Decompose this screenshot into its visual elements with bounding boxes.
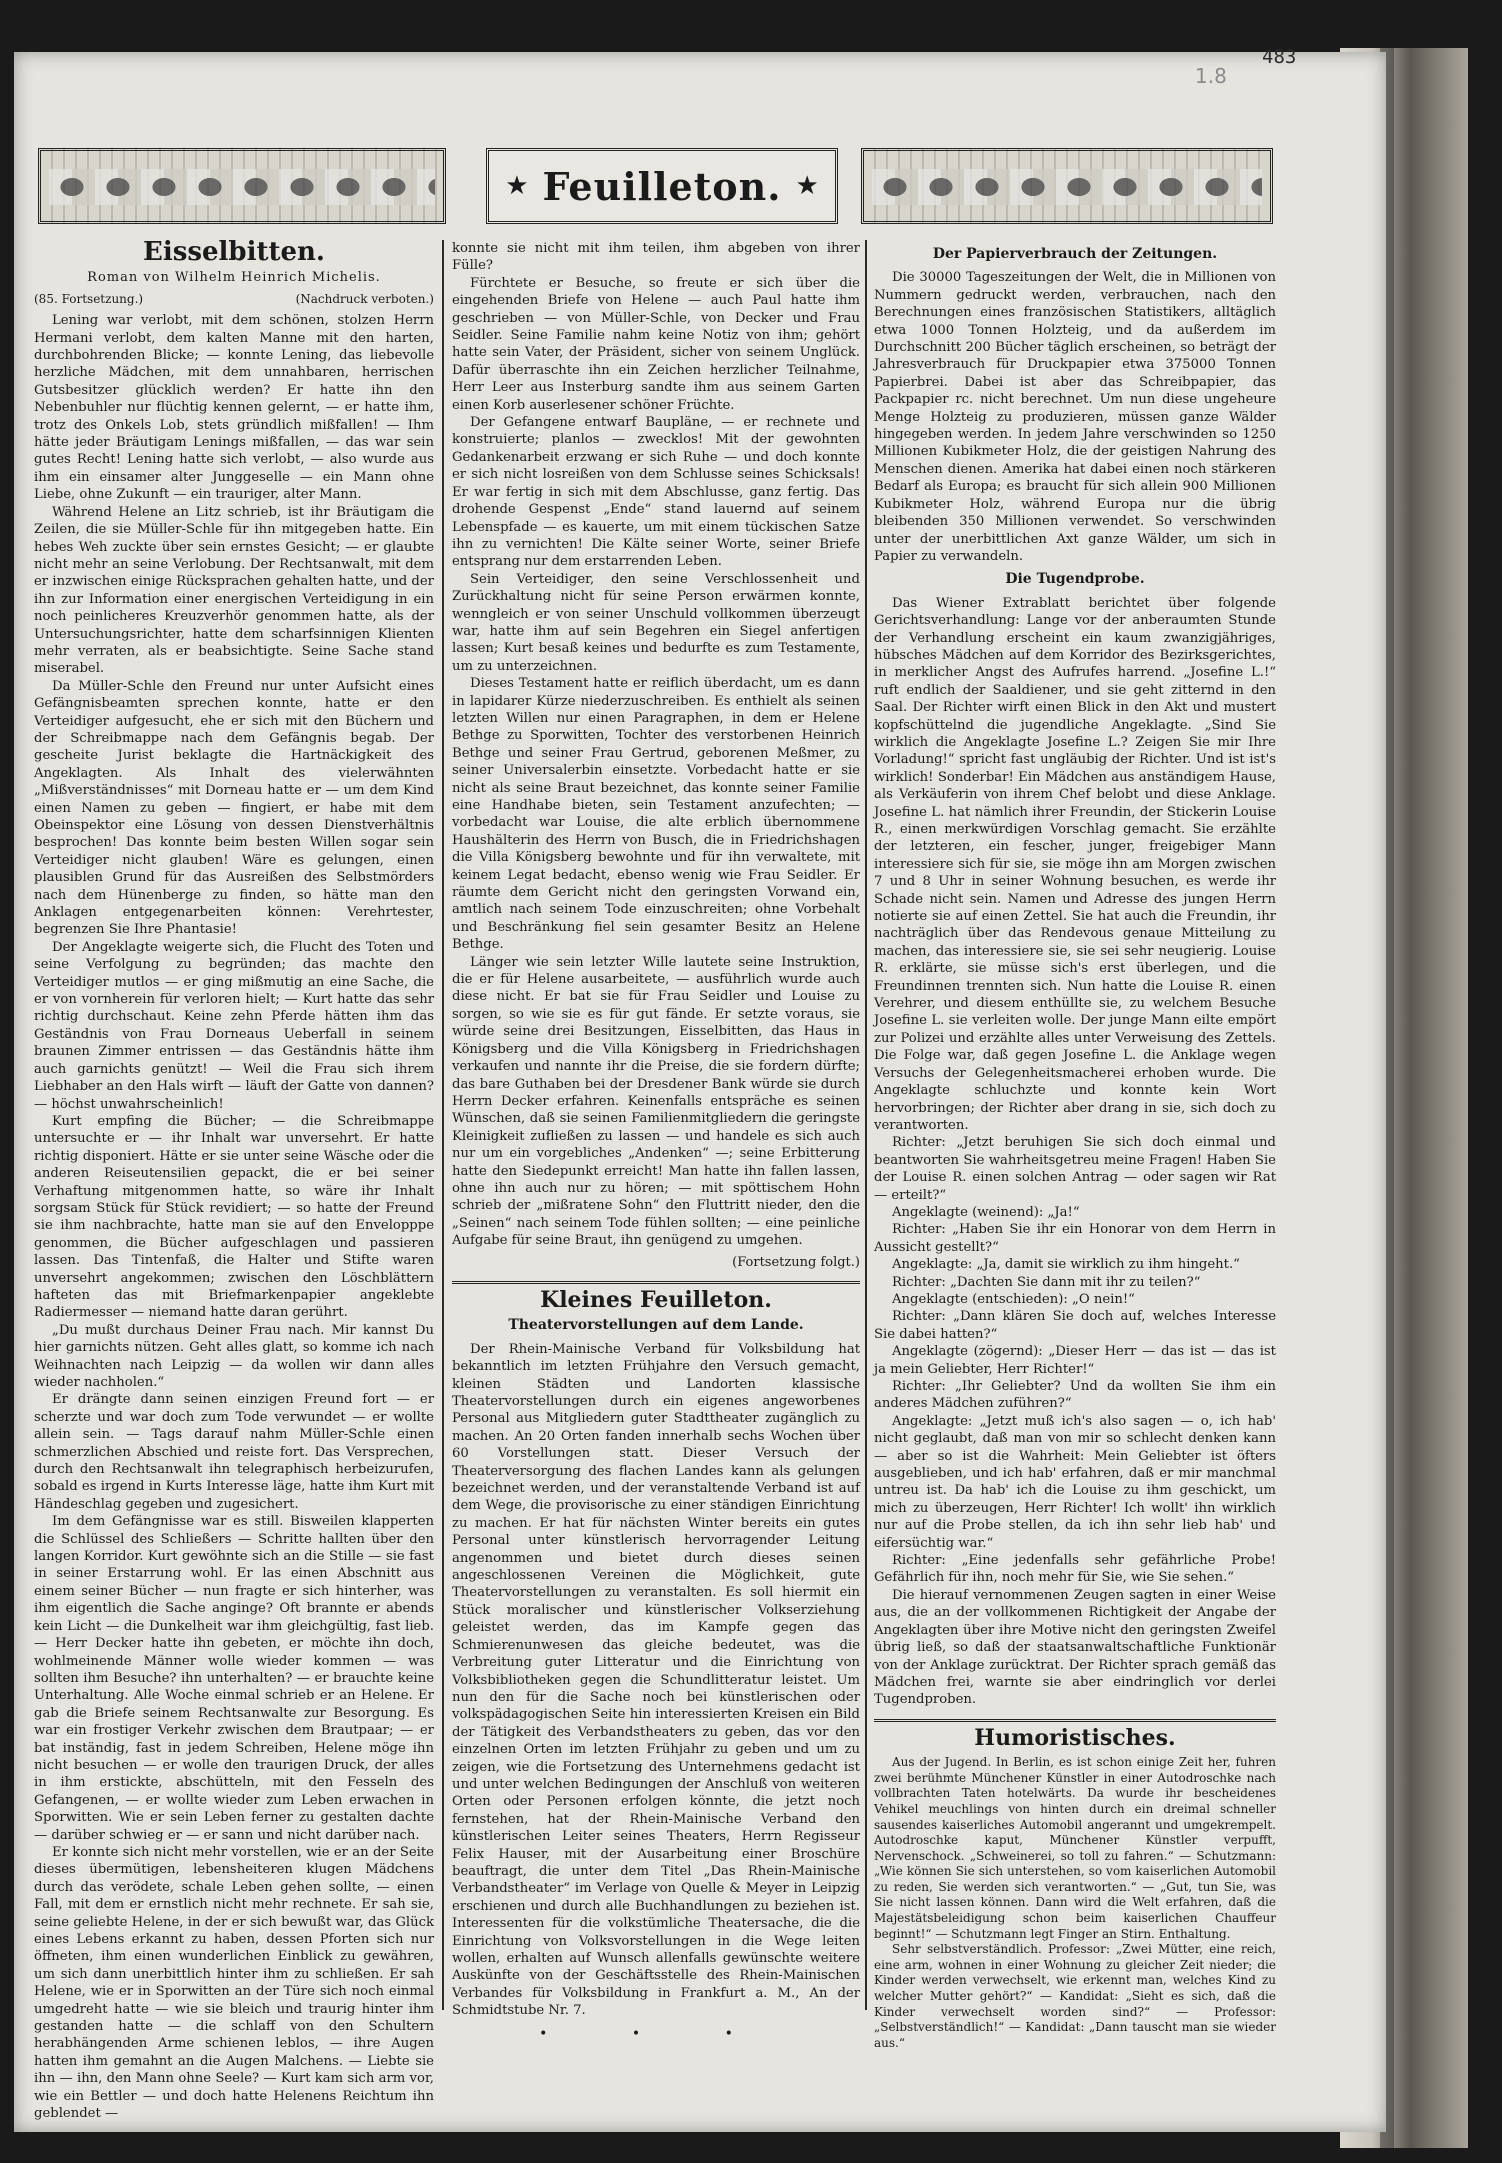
paragraph: Dieses Testament hatte er reiflich überdacht, um es dann in lapidarer Kürze niederzuschreiben. Es enthielt als seinen letzten Willen nur einen Paragraphen, in dem er Helene Bethge zu Sporwitten, Tochter des verstorbenen Heinrich Bethge und seiner Frau Gertrud, geborenen Meßmer, zu seiner Universalerbin einsetzte. Vorbedacht hatte er sie nicht als seine Braut bezeichnet, das konnte seiner Familie eine Handhabe bieten, sein Testament anzufechten; — vorbedacht war Louise, die alte erblich übernommene Haushälterin des Herrn von Busch, die in Friedrichshagen die Villa Königsberg bewohnte und für ihn verwaltete, mit keinem Legat bedacht, ebenso wenig wie Frau Seidler. Er räumte dem Gericht nicht den geringsten Vorwand ein, amtlich nach seinem Tode einzuschreiten; ohne Vorbehalt und Beschränkung fiel sein gesamter Besitz an Helene Bethge. <box>452 676 860 953</box>
column-right <box>874 240 1276 2051</box>
star-icon: ★ <box>505 171 529 201</box>
star-icon: ★ <box>795 171 819 201</box>
paragraph: Im dem Gefängnisse war es still. Bisweilen klapperten die Schlüssel des Schließers — Schritte hallten über den langen Korridor. Kurt gewöhnte sich an die Stille — sie fast in seiner Erstarrung wohl. Er las einen Abschnitt aus einem seiner Bücher — nun fragte er sich hinterher, was ihm eigentlich die Sache anginge? Oft brannte er abends kein Licht — die Dunkelheit war ihm gleichgültig, fast lieb. — Herr Decker hatte ihn gebeten, er möchte ihn doch, wohlmeinende Männer wolle wieder kommen — was sollten ihm Besuche? ihn unterhalten? — er brauchte keine Unterhaltung. Alle Woche einmal schrieb er an Helene. Er gab die Briefe seinem Rechtsanwalte zur Besorgung. Es war ein frostiger Verkehr zwischen dem Brautpaar; — er bat inständig, fast in jedem Schreiben, Helene möge ihn nicht besuchen — er wolle den traurigen Druck, der alles in ihm erstickte, abschütteln, mit den Fesseln des Gefangenen, — er wollte wieder zum Leben erwachen in Sporwitten. Wie er sein Leben ferner zu gestalten dachte — darüber schwieg er — er sann und nicht darüber nach. <box>34 1514 434 1843</box>
paragraph: konnte sie nicht mit ihm teilen, ihm abgeben von ihrer Fülle? <box>452 241 860 274</box>
paragraph: Fürchtete er Besuche, so freute er sich über die eingehenden Briefe von Helene — auch Paul hatte ihm geschrieben — von Müller-Schle, von Decker und Frau Seidler. Seine Familie nahm keine Notiz von ihm; gehört hatte sein Vater, der Präsident, sicher von seinem Unglück. Dafür überraschte ihn ein Zeichen herzlicher Teilnahme, Herr Leer aus Insterburg sandte ihm aus seinem Garten einen Korb auserlesener schöner Früchte. <box>452 275 860 413</box>
paragraph: Er konnte sich nicht mehr vorstellen, wie er an der Seite dieses übermütigen, lebensheiteren klugen Mädchens durch das verödete, schale Leben gehen sollte, — einen Fall, mit dem er ernstlich nicht mehr rechnete. Er sah sie, seine geliebte Helene, in der er sich bewußt war, das Glück eines Lebens erkannt zu haben, dessen Pforten sich nur öffneten, ihm einen wunderlichen Einblick zu gewähren, um sich dann unerbittlich hinter ihm zu schließen. Er sah Helene, wie er in Sporwitten an der Türe sich noch einmal umgedreht hatte — wie sie bleich und traurig hinter ihm gestanden hatte — die schlaff von den Schultern herabhängenden Arme schienen leblos, — ihre Augen hatten ihm gemahnt an die Augen Malchens. — Liebte sie ihn — ihn, den Mann ohne Seele? — Kurt kam sich arm vor, wie ein Bettler — und doch hatte Helenens Reichtum ihn geblendet — <box>34 1844 434 2122</box>
pencil-annotation: 1.8 <box>1195 64 1227 88</box>
paragraph: Lening war verlobt, mit dem schönen, stolzen Herrn Hermani verlobt, dem kalten Manne mit den harten, durchbohrenden Blicke; — konnte Lening, das liebevolle herzliche Mädchen, mit dem unnahbaren, herrischen Gutsbesitzer glücklich werden? Er hatte ihn den Nebenbuhler nur flüchtig kennen gelernt, — er hatte ihm, trotz des Onkels Lob, stets gründlich mißfallen! — Ihm hätte jeder Bräutigam Lenings mißfallen, — das war sein gutes Recht! Lening hatte sich verlobt, — also wurde aus ihm ein einsamer alter Junggeselle — ein Mann ohne Liebe, ohne Zukunft — ein trauriger, alter Mann. <box>34 313 434 503</box>
paragraph: Kurt empfing die Bücher; — die Schreibmappe untersuchte er — ihr Inhalt war unversehrt. Er hatte richtig disponiert. Hätte er sie unter seine Wäsche oder die anderen Reiseutensilien gepackt, die er bei seiner Verhaftung mitgenommen hatte, so wäre ihr Inhalt sorgsam Stück für Stück revidiert; — so hatte der Freund sie ihm nachbrachte, hatte man sie auf den Envelopppe genommen, die Bücher aufgeschlagen und passieren lassen. Das Tintenfaß, die Halter und Stifte waren unversehrt angekommen; zwischen den Löschblättern hafteten das mit Briefmarkenpapier angeklebte Radiermesser — niemand hatte daran gerührt. <box>34 1113 434 1321</box>
column-novel <box>34 237 434 2122</box>
dialogue-line: Richter: „Eine jedenfalls sehr gefährliche Probe! Gefährlich für ihn, noch mehr für Sie, wie Sie sehen.“ <box>874 1553 1276 1586</box>
section-divider <box>452 1281 860 1284</box>
paragraph: Da Müller-Schle den Freund nur unter Aufsicht eines Gefängnisbeamten sprechen konnte, hatte er den Verteidiger aufgesucht, ehe er sich mit den Büchern und der Schreibmappe nach dem Gefängnis begab. Der gescheite Jurist beklagte die Hartnäckigkeit des Angeklagten. Als Inhalt des vielerwähnten „Mißverständnisses“ mit Dorneau hatte er — um dem Kind einen Namen zu geben — fingiert, er habe mit dem Obeinspektor eine Lösung von dessen Dienstverhältnis besprochen! Das konnte beim besten Willen sogar sein Verteidiger nicht glauben! Wäre es gelungen, einen plausiblen Grund für das Ausreißen des Selbstmörders nach dem Hünenberge zu finden, so hätte man den Anklagen entgegenarbeiten können: Verehrtester, begrenzen Sie Ihre Phantasie! <box>34 678 434 938</box>
reprint-notice: (Nachdruck verboten.) <box>295 291 434 306</box>
dialogue-line: Richter: „Jetzt beruhigen Sie sich doch einmal und beantworten Sie wahrheitsgetreu meine Fragen! Haben Sie der Louise R. einen solchen Antrag — oder sagen wir Rat — erteilt?“ <box>874 1135 1276 1203</box>
feuilleton-banner <box>38 148 1274 226</box>
banner-title-box <box>486 148 838 224</box>
column-middle <box>452 240 860 2043</box>
paragraph: Er drängte dann seinen einzigen Freund fort — er scherzte und war doch zum Tode verwundet — er wollte allein sein. — Tags darauf nahm Müller-Schle einen schmerzlichen Abschied und reiste fort. Das Versprechen, durch den Rechtsanwalt ihn telegraphisch herbeizurufen, sobald es irgend in Kurts Interesse läge, hatte ihm Kurt mit Händeschlag gegeben und zugesichert. <box>34 1392 434 1512</box>
dialogue-line: Angeklagte: „Jetzt muß ich's also sagen — o, ich hab' nicht geglaubt, daß man von mir so schlecht denken kann — aber so ist die Wahrheit: Mein Geliebter ist öfters ausgeblieben, und ich hab' erfahren, daß er mir manchmal untreu ist. Da hab' ich die Louise zu ihm geschickt, um mich zu überzeugen, Herr Richter! Ich wollt' ihn wirklich nur auf die Probe stellen, da ich ihn sehr lieb hab' und eifersüchtig war.“ <box>874 1413 1276 1551</box>
paragraph: Der Rhein-Mainische Verband für Volksbildung hat bekanntlich im letzten Frühjahre den Versuch gemacht, kleinen Städten und Landorten klassische Theatervorstellungen durch ein eigenes angeworbenes Personal aus Mitgliedern guter Stadttheater zugänglich zu machen. An 20 Orten fanden innerhalb sechs Wochen über 60 Vorstellungen statt. Dieser Versuch der Theaterversorgung des flachen Landes kann als gelungen bezeichnet werden, und der veranstaltende Verband ist auf dem Wege, die provisorische zu einer ständigen Einrichtung zu machen. Er hat für nächsten Winter bereits ein gutes Personal unter künstlerisch hervorragender Leitung angenommen und bietet durch dieses seinen angeschlossenen Vereinen die Möglichkeit, gute Theatervorstellungen zu veranstalten. Es soll hiermit ein Stück moralischer und künstlerischer Volkserziehung geleistet werden, das im Kampfe gegen das Schmierenunwesen das gleiche bedeutet, was die Verbreitung guter Litteratur und die Einrichtung von Volksbibliotheken gegen die Schundlitteratur leistet. Um nun den für die Sache noch bei künstlerischen oder volkspädagogischen Seite hin interessierten Kreisen ein Bild der Tätigkeit des Verbandstheaters zu geben, das vor den einzelnen Orten im letzten Frühjahr zu geben und um zu zeigen, wie die Fortsetzung des Unternehmens gedacht ist und unter welchen Bedingungen der Anschluß von weiteren Orten oder Personen erfolgen könnte, die jetzt noch fernstehen, hat der Rhein-Mainische Verband den künstlerischen Leiter seines Theaters, Herrn Regisseur Felix Hauser, mit der Ausarbeitung einer Broschüre beauftragt, die unter dem Titel „Das Rhein-Mainische Verbandstheater“ im Verlage von Quelle & Meyer in Leipzig erschienen und durch alle Buchhandlungen zu beziehen ist. Interessenten für die volkstümliche Theatersache, die die Einrichtung von Volksvorstellungen in die Wege leiten wollen, erhalten auf Wunsch allenfalls gewünschte weitere Auskünfte von der Geschäftsstelle des Rhein-Mainischen Verbandes für Volksbildung in Frankfurt a. M., An der Schmidtstube Nr. 7. <box>452 1341 860 2019</box>
section-title: Kleines Feuilleton. <box>540 1286 772 1313</box>
story-byline: Roman von Wilhelm Heinrich Michelis. <box>87 270 381 286</box>
dialogue-line: Richter: „Ihr Geliebter? Und da wollten Sie ihm ein anderes Mädchen zuführen?“ <box>874 1379 1276 1412</box>
column-rule <box>865 240 867 2010</box>
installment-label: (85. Fortsetzung.) <box>34 291 144 306</box>
dialogue-line: Richter: „Dachten Sie dann mit ihr zu teilen?“ <box>892 1274 1201 1290</box>
banner-title: Feuilleton. <box>542 163 782 209</box>
story-title: Eisselbitten. <box>143 237 325 267</box>
section-title: Humoristisches. <box>974 1724 1176 1751</box>
anecdote: Sehr selbstverständlich. Professor: „Zwei Mütter, eine reich, eine arm, wohnen in einer Wohnung zu gleicher Zeit nieder; die Kinder werden verwechselt, wie erkennt man, welches Kind zu welcher Mutter gehört?“ — Kandidat: „Sieht es sich, daß die Kinder verwechselt worden sind?“ — Professor: „Selbstverständlich!“ — Kandidat: „Dann tauscht man sie wieder aus.“ <box>874 1942 1276 2050</box>
installment-row <box>34 291 434 308</box>
paragraph: Länger wie sein letzter Wille lautete seine Instruktion, die er für Helene ausarbeitete, — ausführlich wurde auch diese nicht. Er bat sie für Frau Seidler und Louise zu sorgen, so wie sie es für gut fände. Er setzte voraus, sie würde seine drei Besitzungen, Eisselbitten, das Haus in Königsberg und die Villa Königsberg in Friedrichshagen verkaufen und nannte ihr die Preise, die sie fordern dürfte; das bare Guthaben bei der Dresdener Bank würde sie durch Herrn Decker erfahren. Keinenfalls entspräche es seinen Wünschen, daß sie seinen Familienmitgliedern die geringste Kleinigkeit zufließen zu lassen — und handele es sich auch nur um ein vorgebliches „Andenken“ —; seine Erbitterung hatte den Siedepunkt erreicht! Man hatte ihn fallen lassen, ohne ihn auch nur zu hören; — mit spöttischem Hohn schrieb der „mißratene Sohn“ den Fluttritt nieder, den die „Seinen“ nach seinem Tode fühlen sollten; — eine peinliche Aufgabe für seine Braut, ihn genügend zu umgehen. <box>452 954 860 1249</box>
dialogue-line: Angeklagte (weinend): „Ja!“ <box>892 1204 1080 1220</box>
paragraph: Der Angeklagte weigerte sich, die Flucht des Toten und seine Verfolgung zu begründen; das machte den Verteidiger mutlos — er ging mißmutig an eine Sache, die er von vornherein für verloren hielt; — Kurt hatte das sehr richtig durchschaut. Keine zehn Pferde hätten ihm das Geständnis von Frau Dorneaus Ueberfall in seinem braunen Zimmer entrissen — das Geständnis hätte ihm auch garnichts genützt! — Weil die Frau sich ihrem Liebhaber an den Hals wirft — läuft der Gatte von dannen? — höchst unwahrscheinlich! <box>34 939 434 1112</box>
dialogue-line: Angeklagte: „Ja, damit sie wirklich zu ihm hingeht.“ <box>892 1257 1240 1273</box>
article-title: Der Papierverbrauch der Zeitungen. <box>932 246 1218 262</box>
ornament-right <box>861 148 1273 224</box>
paragraph: Sein Verteidiger, den seine Verschlossenheit und Zurückhaltung nicht für seine Person erwärmen konnte, wenngleich er von seiner Unschuld vollkommen überzeugt war, hatte ihm auf sein Begehren ein Siegel anfertigen lassen; Kurt besaß keines und bedurfte es zum Testamente, um zu unterzeichnen. <box>452 571 860 674</box>
paragraph: Während Helene an Litz schrieb, ist ihr Bräutigam die Zeilen, die sie Müller-Schle für ihn mitgegeben hatte. Ein hebes Weh zuckte über sein ernstes Gesicht; — er glaubte nicht mehr an seine Verlobung. Der Rechtsanwalt, mit dem er inzwischen einige Rücksprachen gehalten hatte, und der ihn zur Information einer energischen Verteidigung in ein noch peinlicheres Kreuzverhör genommen hatte, als der Untersuchungsrichter, hatte dem scharfsinnigen Klienten mehr verraten, als er beabsichtigte. Seine Sache stand miserabel. <box>34 504 434 677</box>
continued-notice: (Fortsetzung folgt.) <box>732 1254 860 1270</box>
paragraph: Das Wiener Extrablatt berichtet über folgende Gerichtsverhandlung: Lange vor der anberaumten Stunde der Verhandlung erscheint ein kaum zwanzigjähriges, hübsches Mädchen auf dem Korridor des Bezirksgerichtes, in merklicher Angst des Aufrufes harrend. „Josefine L.!“ ruft endlich der Saaldiener, und sie geht zitternd in den Saal. Der Richter wirft einen Blick in den Akt und mustert kopfschüttelnd die jugendliche Angeklagte. „Sind Sie wirklich die Angeklagte Josefine L.? Zeigen Sie mir Ihre Vorladung!“ spricht fast ungläubig der Richter. Und ist ist's wirklich! Sonderbar! Ein Mädchen aus anständigem Hause, als Verkäuferin von ihrem Chef belobt und diese Anklage. Josefine L. hat nämlich ihrer Freundin, der Stickerin Louise R., einen merkwürdigen Vorschlag gemacht. Sie erzählte der letzteren, ein fescher, junger, freigebiger Mann interessiere sich für sie, sie möge ihn am Morgen zwischen 7 und 8 Uhr in seiner Wohnung besuchen, es werde ihr Schade nicht sein. Namen und Adresse des jungen Herrn notierte sie auf einen Zettel. Sie hat auch die Freundin, ihr nachträglich über das Rendevous genaue Mitteilung zu machen, das interessiere sie, sie sei sehr neugierig. Louise R. erklärte, sie müsse sich's erst überlegen, und die Freundinnen trennten sich. Nun hatte die Louise R. einen Verehrer, und diesem enthüllte sie, zu welchem Besuche Josefine L. sie verleiten wolle. Der junge Mann eilte empört zur Polizei und erzählte alles unter Verweisung des Zettels. Die Folge war, daß gegen Josefine L. die Anklage wegen Versuchs der Gelegenheitsmacherei erhoben wurde. Die Angeklagte schluchzte und konnte kein Wort hervorbringen; der Richter aber drang in sie, sich doch zu verantworten. <box>874 595 1276 1133</box>
dialogue-line: Richter: „Haben Sie ihr ein Honorar von dem Herrn in Aussicht gestellt?“ <box>874 1222 1276 1255</box>
article-title: Theatervorstellungen auf dem Lande. <box>508 1317 804 1334</box>
column-rule <box>442 240 444 2010</box>
page-number: 483 <box>1262 46 1297 68</box>
dialogue-line: Angeklagte (entschieden): „O nein!“ <box>892 1291 1135 1307</box>
dialogue-line: Richter: „Dann klären Sie doch auf, welches Interesse Sie dabei hatten?“ <box>874 1309 1276 1342</box>
paragraph: „Du mußt durchaus Deiner Frau nach. Mir kannst Du hier garnichts nützen. Geht alles glatt, so komme ich nach Weihnachten nach Leipzig — da wollen wir dann alles wieder nachholen.“ <box>34 1322 434 1390</box>
paragraph: Die hierauf vernommenen Zeugen sagten in einer Weise aus, die an der vollkommenen Richtigkeit der Angabe der Angeklagten über ihre Motive nicht den geringsten Zweifel übrig ließ, so daß der staatsanwaltschaftliche Funktionär von der Anklage zurücktrat. Der Richter sprach gemäß das Mädchen frei, warnte sie aber eindringlich vor derlei Tugendproben. <box>874 1587 1276 1708</box>
article-title: Die Tugendprobe. <box>1005 571 1145 588</box>
anecdote: Aus der Jugend. In Berlin, es ist schon einige Zeit her, fuhren zwei berühmte Münchener Künstler in einer Autodroschke nach vollbrachten Taten hotelwärts. Da wurde ihr bescheidenes Vehikel meuchlings von hinten durch ein dreimal schneller sausendes kaiserliches Automobil angerannt und umgekrempelt. Autodroschke kaput, Münchener Künstler verpufft, Nervenschock. „Schweinerei, so toll zu fahren.“ — Schutzmann: „Wie können Sie sich unterstehen, so vom kaiserlichen Automobil zu reden, Sie werden sich verantworten.“ — „Gut, tun Sie, was Sie nicht lassen können. Dann wird die Welt erfahren, daß die Majestätsbeleidigung schon beim kaiserlichen Chauffeur beginnt!“ — Schutzmann legt Finger an Stirn. Enthaltung. <box>874 1755 1276 1941</box>
ornament-dots: • • • <box>539 2025 773 2042</box>
ornament-left <box>38 148 446 224</box>
section-divider <box>874 1719 1276 1722</box>
dialogue-line: Angeklagte (zögernd): „Dieser Herr — das ist — das ist ja mein Geliebter, Herr Richter!“ <box>874 1344 1276 1377</box>
paragraph: Die 30000 Tageszeitungen der Welt, die in Millionen von Nummern gedruckt werden, verbrauchen, nach den Berechnungen eines französischen Statistikers, alltäglich etwa 1000 Tonnen Holzteig, und da außerdem im Durchschnitt 200 Bücher täglich erscheinen, so beträgt der Jahresverbrauch für Druckpapier etwa 375000 Tonnen Papierbrei. Dabei ist aber das Schreibpapier, das Packpapier rc. nicht berechnet. Um nun diese ungeheure Menge Holzteig zu produzieren, müssen ganze Wälder hingegeben werden. In jedem Jahre verschwinden so 1250 Millionen Kubikmeter Holz, die der geistigen Nahrung des Menschen dienen. Amerika hat dabei einen noch stärkeren Bedarf als Europa; es braucht für sich allein 900 Millionen Kubikmeter Holz, während Europa nur die übrig bleibenden 350 Millionen verwendet. So verschwinden unter der unerbittlichen Axt ganze Wälder, um sich in Papier zu verwandeln. <box>874 270 1276 564</box>
paragraph: Der Gefangene entwarf Baupläne, — er rechnete und konstruierte; planlos — zwecklos! Mit der gewohnten Gedankenarbeit erzwang er sich Ruhe — und doch konnte er sich nicht losreißen von dem Schlusse seines Schicksals! Er war fertig in sich mit dem Abschlusse, ganz fertig. Das drohende Gespenst „Ende“ stand lauernd auf seinem Lebenspfade — es kauerte, um mit einem tückischen Satze ihn zu vernichten! Die Kälte seiner Worte, seiner Briefe entsprang nur dem erstarrenden Leben. <box>452 415 860 570</box>
